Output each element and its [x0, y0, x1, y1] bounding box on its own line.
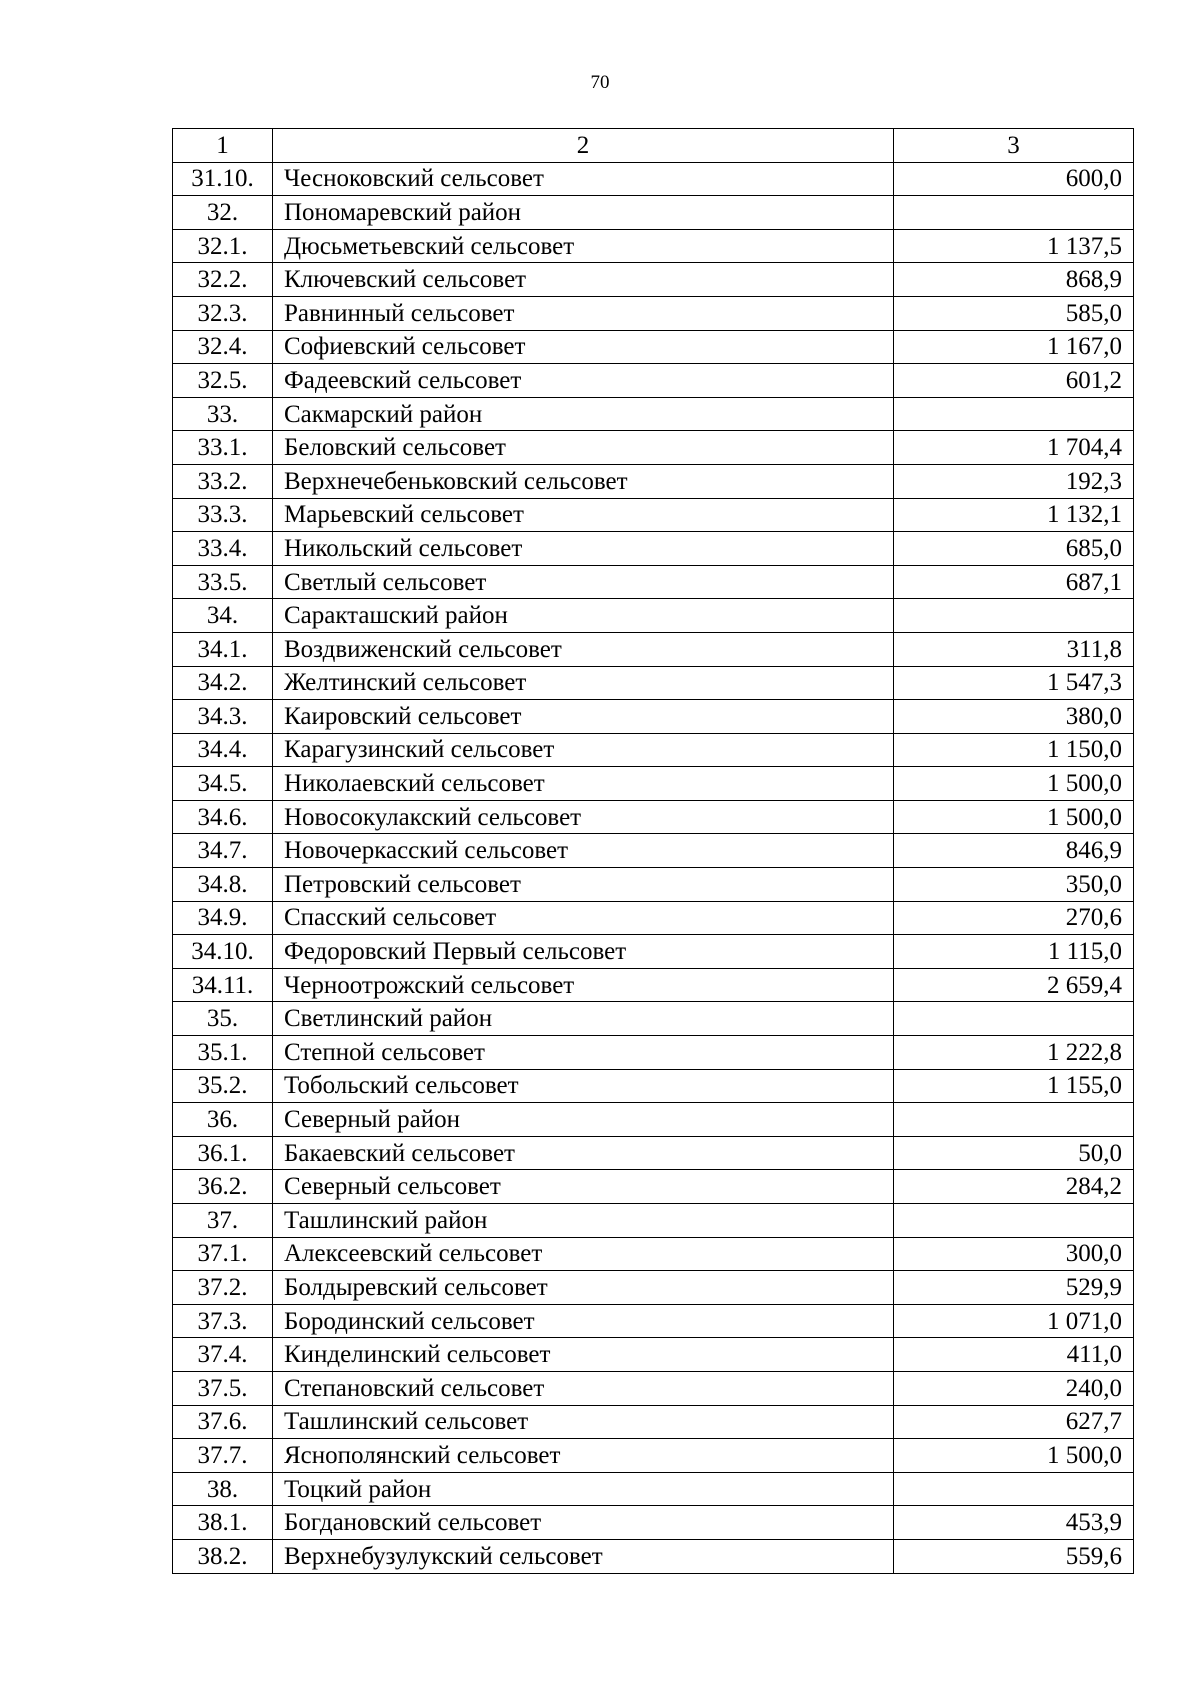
row-value	[894, 1002, 1134, 1036]
table-row	[173, 901, 1134, 935]
table-row	[173, 1036, 1134, 1070]
row-number: 33.	[173, 397, 273, 431]
row-value: 687,1	[894, 565, 1134, 599]
row-number: 38.2.	[173, 1539, 273, 1573]
row-name: Бородинский сельсовет	[273, 1304, 894, 1338]
row-value	[894, 1204, 1134, 1238]
row-number: 32.4.	[173, 330, 273, 364]
row-number: 36.2.	[173, 1170, 273, 1204]
row-name: Ключевский сельсовет	[273, 263, 894, 297]
row-name: Тоцкий район	[273, 1472, 894, 1506]
row-number: 32.	[173, 196, 273, 230]
table-row	[173, 1237, 1134, 1271]
table-row	[173, 1539, 1134, 1573]
page-number: 70	[590, 72, 610, 93]
row-name: Новочеркасский сельсовет	[273, 834, 894, 868]
row-name: Воздвиженский сельсовет	[273, 632, 894, 666]
row-number: 34.10.	[173, 935, 273, 969]
table-row	[173, 364, 1134, 398]
table-row	[173, 700, 1134, 734]
table-row	[173, 1439, 1134, 1473]
row-number: 37.6.	[173, 1405, 273, 1439]
row-value: 1 150,0	[894, 733, 1134, 767]
table-row	[173, 1371, 1134, 1405]
row-value: 380,0	[894, 700, 1134, 734]
table-row	[173, 196, 1134, 230]
row-value: 1 155,0	[894, 1069, 1134, 1103]
row-value: 411,0	[894, 1338, 1134, 1372]
table-row	[173, 397, 1134, 431]
row-name: Степной сельсовет	[273, 1036, 894, 1070]
row-value: 868,9	[894, 263, 1134, 297]
row-name: Болдыревский сельсовет	[273, 1271, 894, 1305]
row-name: Северный район	[273, 1103, 894, 1137]
row-name: Богдановский сельсовет	[273, 1506, 894, 1540]
table-row	[173, 565, 1134, 599]
table-row	[173, 330, 1134, 364]
row-name: Верхнебузулукский сельсовет	[273, 1539, 894, 1573]
row-value: 192,3	[894, 464, 1134, 498]
table-row	[173, 767, 1134, 801]
row-number: 36.	[173, 1103, 273, 1137]
row-name: Верхнечебеньковский сельсовет	[273, 464, 894, 498]
table-row	[173, 431, 1134, 465]
row-value: 585,0	[894, 296, 1134, 330]
header-col-3: 3	[894, 129, 1134, 163]
row-name: Светлый сельсовет	[273, 565, 894, 599]
row-number: 35.1.	[173, 1036, 273, 1070]
table-row	[173, 498, 1134, 532]
table-row	[173, 834, 1134, 868]
row-value: 350,0	[894, 868, 1134, 902]
row-name: Тобольский сельсовет	[273, 1069, 894, 1103]
row-value: 1 137,5	[894, 229, 1134, 263]
row-value	[894, 599, 1134, 633]
table-row	[173, 1271, 1134, 1305]
row-value: 1 500,0	[894, 800, 1134, 834]
row-number: 34.2.	[173, 666, 273, 700]
row-value: 1 500,0	[894, 767, 1134, 801]
table-row	[173, 800, 1134, 834]
row-value: 1 115,0	[894, 935, 1134, 969]
row-name: Ташлинский район	[273, 1204, 894, 1238]
row-number: 32.3.	[173, 296, 273, 330]
table-row	[173, 632, 1134, 666]
table-row	[173, 1472, 1134, 1506]
table-row	[173, 1170, 1134, 1204]
table-row	[173, 1136, 1134, 1170]
row-value: 300,0	[894, 1237, 1134, 1271]
row-number: 34.8.	[173, 868, 273, 902]
row-name: Равнинный сельсовет	[273, 296, 894, 330]
row-number: 37.4.	[173, 1338, 273, 1372]
table-row	[173, 968, 1134, 1002]
table-row	[173, 229, 1134, 263]
row-name: Кинделинский сельсовет	[273, 1338, 894, 1372]
row-value: 284,2	[894, 1170, 1134, 1204]
row-name: Марьевский сельсовет	[273, 498, 894, 532]
row-name: Северный сельсовет	[273, 1170, 894, 1204]
row-name: Петровский сельсовет	[273, 868, 894, 902]
row-number: 33.5.	[173, 565, 273, 599]
row-name: Алексеевский сельсовет	[273, 1237, 894, 1271]
table-row	[173, 868, 1134, 902]
row-value: 1 547,3	[894, 666, 1134, 700]
table-row	[173, 666, 1134, 700]
row-number: 36.1.	[173, 1136, 273, 1170]
table-row	[173, 263, 1134, 297]
row-value: 559,6	[894, 1539, 1134, 1573]
row-name: Карагузинский сельсовет	[273, 733, 894, 767]
row-number: 37.	[173, 1204, 273, 1238]
row-name: Софиевский сельсовет	[273, 330, 894, 364]
row-value: 50,0	[894, 1136, 1134, 1170]
table-row	[173, 1204, 1134, 1238]
row-number: 34.6.	[173, 800, 273, 834]
row-number: 35.	[173, 1002, 273, 1036]
row-number: 31.10.	[173, 162, 273, 196]
table-row	[173, 1069, 1134, 1103]
allocation-table	[172, 128, 1134, 1574]
header-col-2: 2	[273, 129, 894, 163]
row-number: 37.5.	[173, 1371, 273, 1405]
row-value: 1 500,0	[894, 1439, 1134, 1473]
row-value	[894, 1472, 1134, 1506]
table-row	[173, 1304, 1134, 1338]
row-name: Степановский сельсовет	[273, 1371, 894, 1405]
row-number: 34.1.	[173, 632, 273, 666]
row-value: 1 222,8	[894, 1036, 1134, 1070]
row-number: 38.	[173, 1472, 273, 1506]
row-number: 34.7.	[173, 834, 273, 868]
row-name: Светлинский район	[273, 1002, 894, 1036]
row-name: Бакаевский сельсовет	[273, 1136, 894, 1170]
row-number: 37.7.	[173, 1439, 273, 1473]
row-value: 685,0	[894, 532, 1134, 566]
row-name: Федоровский Первый сельсовет	[273, 935, 894, 969]
row-number: 34.4.	[173, 733, 273, 767]
row-name: Беловский сельсовет	[273, 431, 894, 465]
row-number: 32.5.	[173, 364, 273, 398]
row-number: 37.2.	[173, 1271, 273, 1305]
row-value: 311,8	[894, 632, 1134, 666]
table-header-row	[173, 129, 1134, 163]
row-name: Яснополянский сельсовет	[273, 1439, 894, 1473]
row-name: Дюсьметьевский сельсовет	[273, 229, 894, 263]
row-name: Никольский сельсовет	[273, 532, 894, 566]
row-name: Черноотрожский сельсовет	[273, 968, 894, 1002]
row-name: Новосокулакский сельсовет	[273, 800, 894, 834]
table-row	[173, 464, 1134, 498]
row-value: 1 071,0	[894, 1304, 1134, 1338]
table-row	[173, 532, 1134, 566]
row-name: Ташлинский сельсовет	[273, 1405, 894, 1439]
table-row	[173, 1506, 1134, 1540]
row-number: 33.2.	[173, 464, 273, 498]
row-name: Николаевский сельсовет	[273, 767, 894, 801]
table-row	[173, 1002, 1134, 1036]
row-name: Фадеевский сельсовет	[273, 364, 894, 398]
row-name: Каировский сельсовет	[273, 700, 894, 734]
row-number: 32.2.	[173, 263, 273, 297]
row-name: Чесноковский сельсовет	[273, 162, 894, 196]
row-number: 34.11.	[173, 968, 273, 1002]
row-name: Саракташский район	[273, 599, 894, 633]
row-value: 1 704,4	[894, 431, 1134, 465]
table-row	[173, 599, 1134, 633]
row-number: 37.3.	[173, 1304, 273, 1338]
row-value: 846,9	[894, 834, 1134, 868]
row-number: 32.1.	[173, 229, 273, 263]
row-name: Спасский сельсовет	[273, 901, 894, 935]
row-value: 529,9	[894, 1271, 1134, 1305]
row-number: 38.1.	[173, 1506, 273, 1540]
row-value: 627,7	[894, 1405, 1134, 1439]
table-body	[173, 129, 1134, 1574]
header-col-1: 1	[173, 129, 273, 163]
row-value: 600,0	[894, 162, 1134, 196]
row-value: 2 659,4	[894, 968, 1134, 1002]
table-row	[173, 296, 1134, 330]
row-value: 453,9	[894, 1506, 1134, 1540]
table-row	[173, 733, 1134, 767]
row-value	[894, 1103, 1134, 1137]
row-value: 1 167,0	[894, 330, 1134, 364]
row-name: Сакмарский район	[273, 397, 894, 431]
row-number: 34.3.	[173, 700, 273, 734]
row-number: 33.3.	[173, 498, 273, 532]
row-number: 34.5.	[173, 767, 273, 801]
row-name: Желтинский сельсовет	[273, 666, 894, 700]
row-number: 34.	[173, 599, 273, 633]
row-value: 1 132,1	[894, 498, 1134, 532]
row-value: 601,2	[894, 364, 1134, 398]
row-value: 240,0	[894, 1371, 1134, 1405]
table-row	[173, 935, 1134, 969]
row-number: 34.9.	[173, 901, 273, 935]
table-row	[173, 1405, 1134, 1439]
row-name: Пономаревский район	[273, 196, 894, 230]
row-number: 33.1.	[173, 431, 273, 465]
row-value	[894, 397, 1134, 431]
table-row	[173, 1103, 1134, 1137]
table-row	[173, 1338, 1134, 1372]
row-number: 35.2.	[173, 1069, 273, 1103]
row-number: 37.1.	[173, 1237, 273, 1271]
row-number: 33.4.	[173, 532, 273, 566]
table-row	[173, 162, 1134, 196]
row-value: 270,6	[894, 901, 1134, 935]
row-value	[894, 196, 1134, 230]
